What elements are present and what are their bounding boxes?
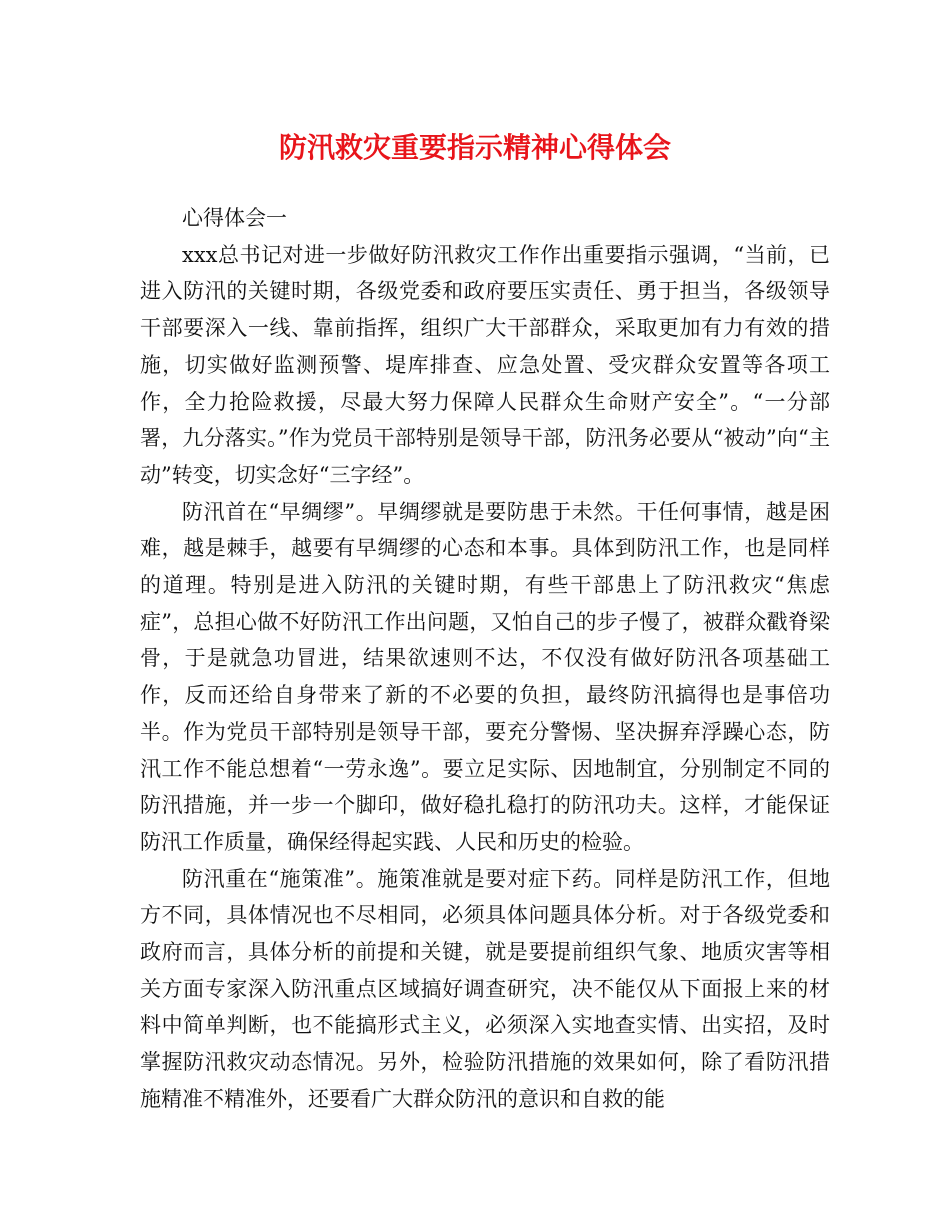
- section-heading: 心得体会一: [182, 206, 287, 230]
- document-body: [140, 200, 830, 1118]
- paragraph-3: 防汛重在“施策准”。施策准就是要对症下药。同样是防汛工作，但地方不同，具体情况也不尽相同，必须具体问题具体分析。对于各级党委和政府而言，具体分析的前提和关键，就是要提前组织气象、地质灾害等相关方面专家深入防汛重点区域搞好调查研究，决不能仅从下面报上来的材料中简单判断，也不能搞形式主义，必须深入实地查实情、出实招，及时掌握防汛救灾动态情况。另外，检验防汛措施的效果如何，除了看防汛措施精准不精准外，还要看广大群众防汛的意识和自救的能: [140, 866, 830, 1111]
- document-title: 防汛救灾重要指示精神心得体会: [278, 131, 671, 164]
- paragraph-2: 防汛首在“早绸缪”。早绸缪就是要防患于未然。干任何事情，越是困难，越是棘手，越要有早绸缪的心态和本事。具体到防汛工作，也是同样的道理。特别是进入防汛的关键时期，有些干部患上了防汛救灾“焦虑症”，总担心做不好防汛工作出问题，又怕自己的步子慢了，被群众戳脊梁骨，于是就急功冒进，结果欲速则不达，不仅没有做好防汛各项基础工作，反而还给自身带来了新的不必要的负担，最终防汛搞得也是事倍功半。作为党员干部特别是领导干部，要充分警惕、坚决摒弃浮躁心态，防汛工作不能总想着“一劳永逸”。要立足实际、因地制宜，分别制定不同的防汛措施，并一步一个脚印，做好稳扎稳打的防汛功夫。这样，才能保证防汛工作质量，确保经得起实践、人民和历史的检验。: [140, 499, 830, 854]
- paragraph-1: xxx总书记对进一步做好防汛救灾工作作出重要指示强调，“当前，已进入防汛的关键时期，各级党委和政府要压实责任、勇于担当，各级领导干部要深入一线、靠前指挥，组织广大干部群众，采取更加有力有效的措施，切实做好监测预警、堤库排查、应急处置、受灾群众安置等各项工作，全力抢险救援，尽最大努力保障人民群众生命财产安全”。“一分部署，九分落实。”作为党员干部特别是领导干部，防汛务必要从“被动”向“主动”转变，切实念好“三字经”。: [140, 242, 830, 487]
